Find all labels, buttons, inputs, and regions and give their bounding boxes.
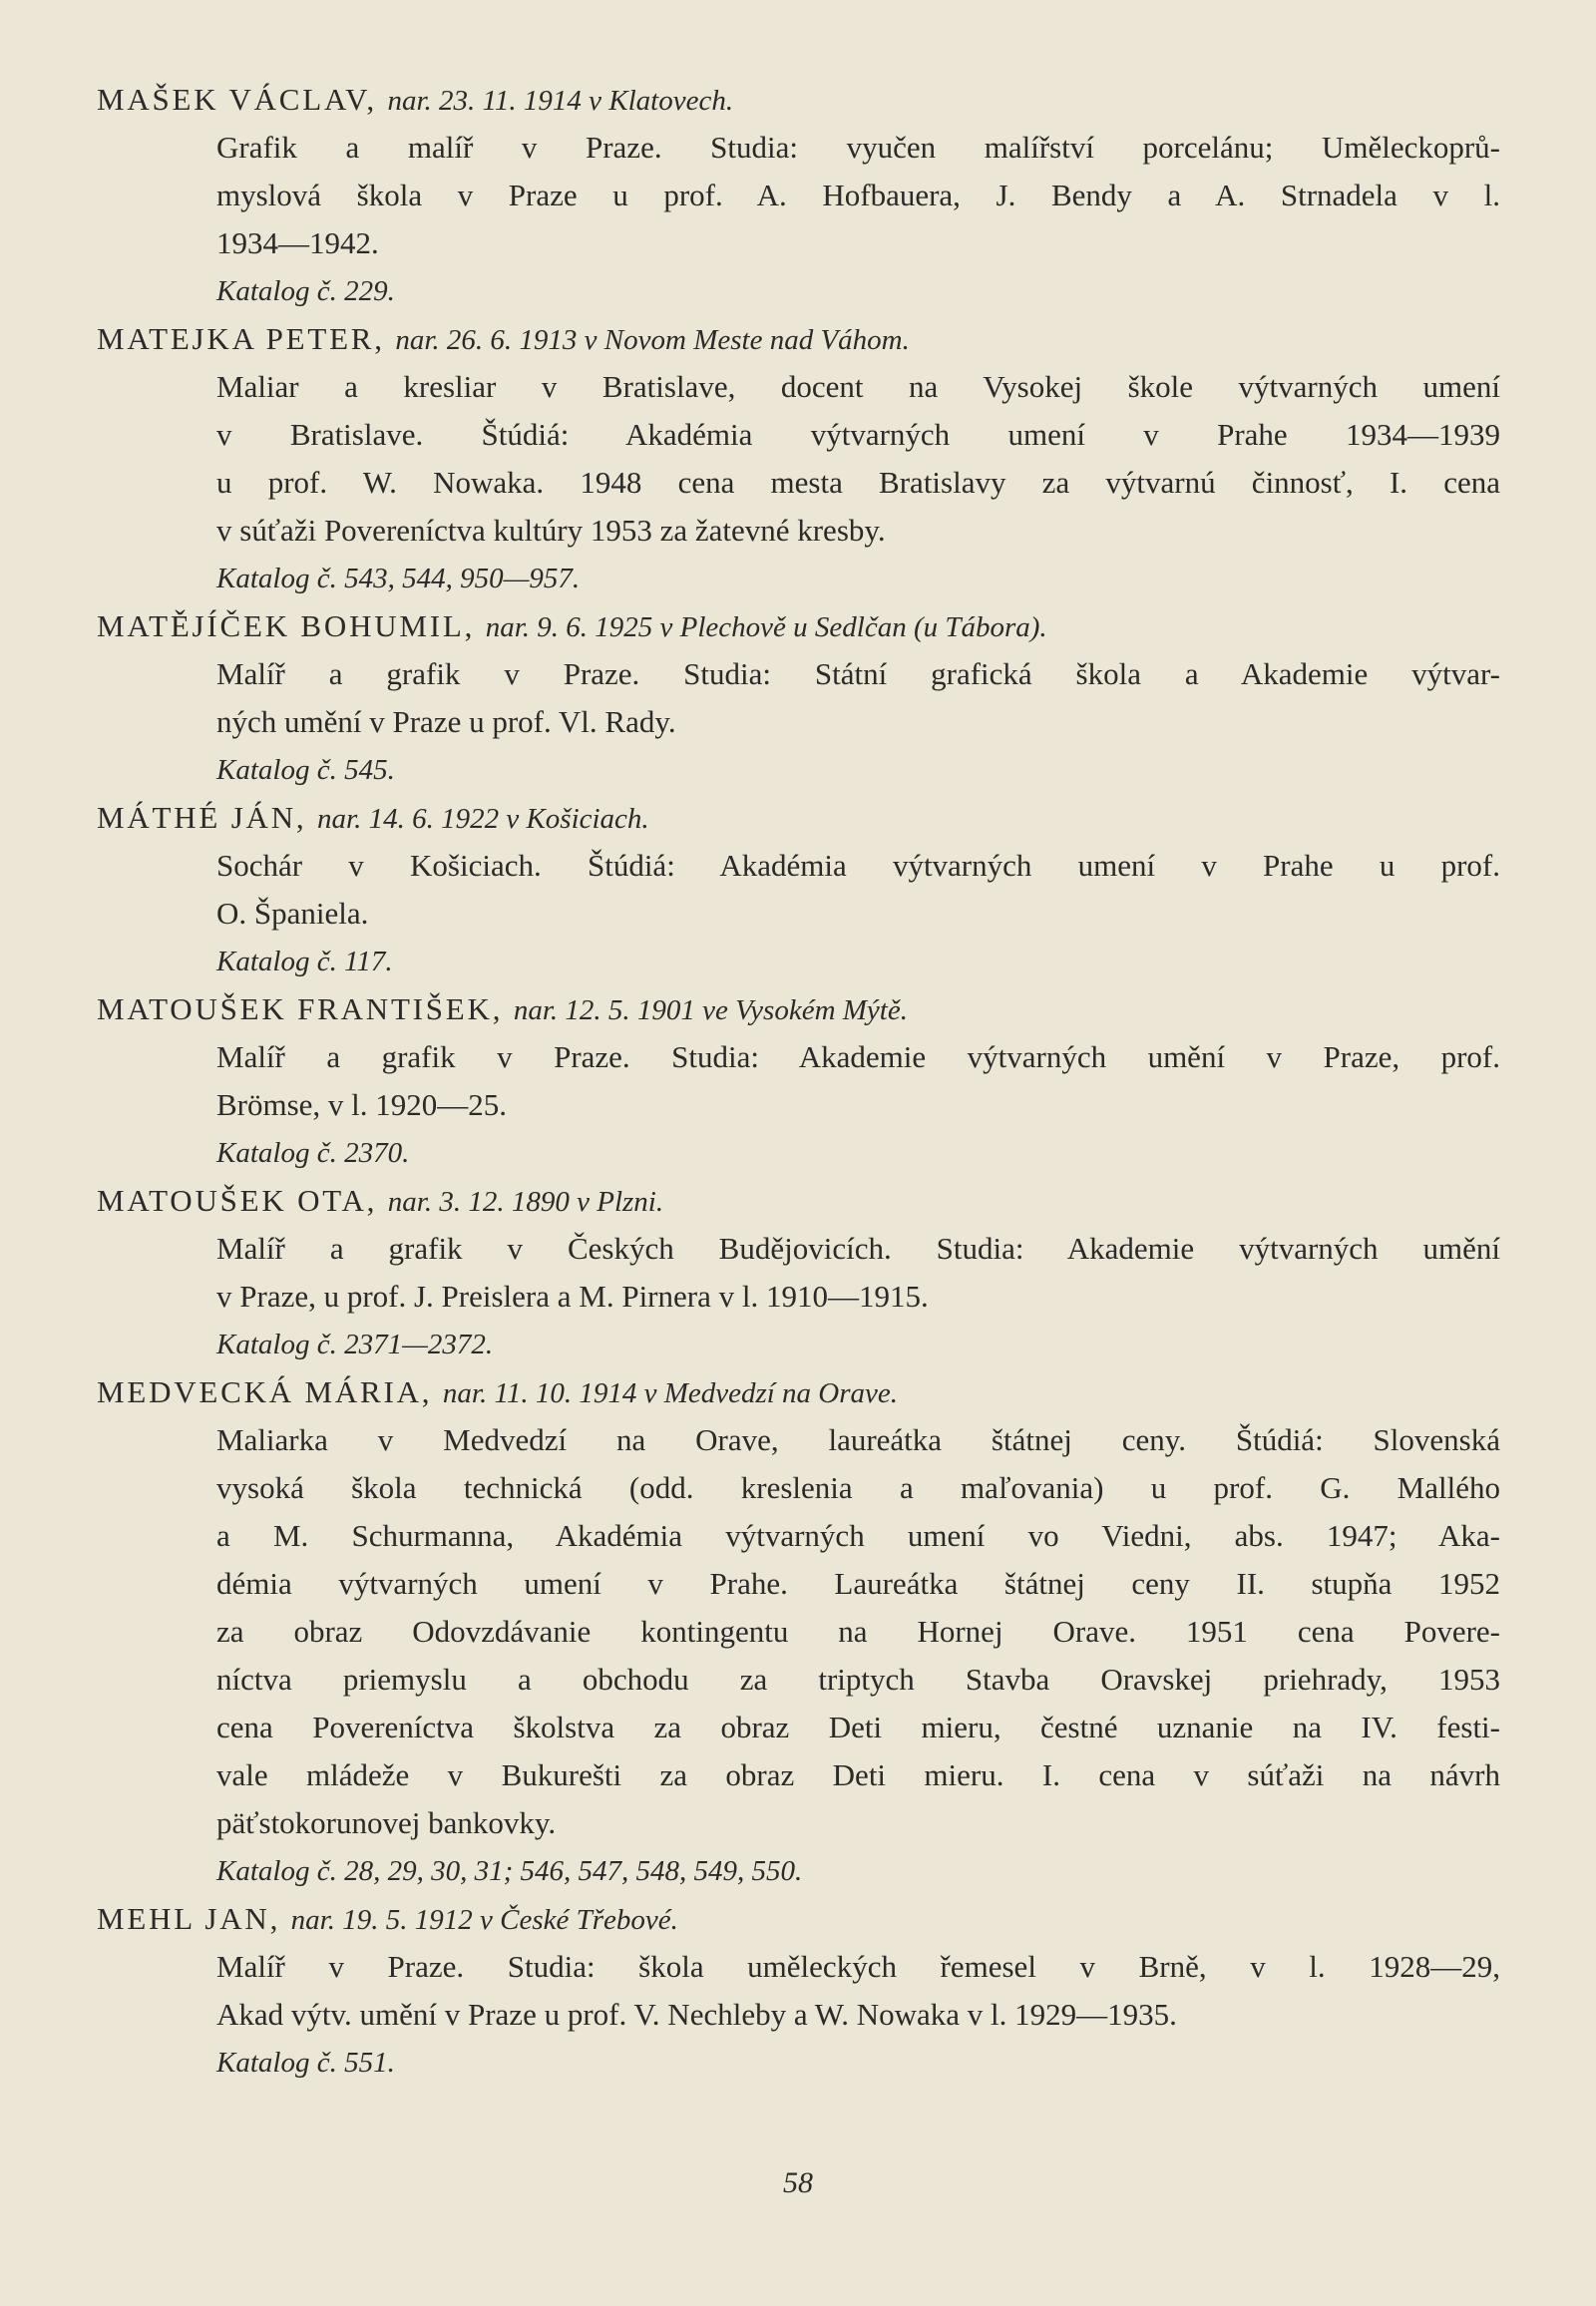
biography-line: Grafik a malíř v Praze. Studia: vyučen malířství porcelánu; Uměleckoprů-	[216, 130, 1500, 165]
biography-line: cena Povereníctva školstva za obraz Deti mieru, čestné uznanie na IV. festi-	[216, 1710, 1500, 1744]
artist-entry	[97, 76, 1500, 315]
catalog-reference: Katalog č. 543, 544, 950—957.	[216, 563, 581, 594]
biography-line: vale mládeže v Bukurešti za obraz Deti mieru. I. cena v súťaži na návrh	[216, 1757, 1500, 1792]
birth-info: nar. 19. 5. 1912 v České Třebové.	[290, 1904, 678, 1936]
artist-entry	[97, 1895, 1500, 2087]
artist-name: MEHL JAN,	[97, 1901, 281, 1936]
biography-line: Malíř v Praze. Studia: škola uměleckých řemesel v Brně, v l. 1928—29,	[216, 1949, 1500, 1984]
catalog-reference: Katalog č. 28, 29, 30, 31; 546, 547, 548, 549, 550.	[216, 1855, 803, 1887]
artist-name: MEDVECKÁ MÁRIA,	[97, 1374, 433, 1409]
artist-name: MATOUŠEK FRANTIŠEK,	[97, 991, 504, 1026]
biography-line: Maliarka v Medvedzí na Orave, laureátka štátnej ceny. Štúdiá: Slovenská	[216, 1422, 1500, 1457]
birth-info: nar. 3. 12. 1890 v Plzni.	[387, 1186, 664, 1218]
artist-name: MATĚJÍČEK BOHUMIL,	[97, 608, 476, 643]
birth-info: nar. 11. 10. 1914 v Medvedzí na Orave.	[442, 1377, 899, 1409]
artist-entry	[97, 1177, 1500, 1368]
artist-entry	[97, 315, 1500, 602]
catalog-reference: Katalog č. 2371—2372.	[216, 1329, 494, 1360]
biography-line: ných umění v Praze u prof. Vl. Rady.	[216, 704, 676, 739]
artist-name: MÁTHÉ JÁN,	[97, 800, 307, 835]
biography-list	[97, 76, 1500, 2087]
artist-heading	[97, 1895, 1500, 1943]
biography-line: Maliar a kresliar v Bratislave, docent na Vysokej škole výtvarných umení	[216, 369, 1500, 404]
biography-line: v Bratislave. Štúdiá: Akadémia výtvarných umení v Prahe 1934—1939	[216, 417, 1500, 452]
biography-line: u prof. W. Nowaka. 1948 cena mesta Bratislavy za výtvarnú činnosť, I. cena	[216, 465, 1500, 500]
birth-info: nar. 14. 6. 1922 v Košiciach.	[317, 803, 649, 835]
biography-line: Malíř a grafik v Českých Budějovicích. Studia: Akademie výtvarných umění	[216, 1231, 1500, 1266]
biography-line: 1934—1942.	[216, 225, 379, 260]
artist-entry	[97, 1368, 1500, 1895]
biography-line: níctva priemyslu a obchodu za triptych Stavba Oravskej priehrady, 1953	[216, 1662, 1500, 1697]
catalog-reference: Katalog č. 117.	[216, 946, 393, 977]
catalog-reference: Katalog č. 2370.	[216, 1137, 410, 1169]
biography-line: Sochár v Košiciach. Štúdiá: Akadémia výtvarných umení v Prahe u prof.	[216, 848, 1500, 883]
artist-heading	[97, 1368, 1500, 1416]
catalog-reference: Katalog č. 551.	[216, 2047, 395, 2079]
artist-entry	[97, 985, 1500, 1177]
biography-line: myslová škola v Praze u prof. A. Hofbauera, J. Bendy a A. Strnadela v l.	[216, 178, 1500, 212]
artist-name: MATEJKA PETER,	[97, 321, 385, 356]
biography-line: v súťaži Povereníctva kultúry 1953 za žatevné kresby.	[216, 513, 886, 548]
biography-line: Malíř a grafik v Praze. Studia: Akademie výtvarných umění v Praze, prof.	[216, 1039, 1500, 1074]
artist-heading	[97, 602, 1500, 650]
biography-line: a M. Schurmanna, Akadémia výtvarných umení vo Viedni, abs. 1947; Aka-	[216, 1518, 1500, 1553]
artist-heading	[97, 985, 1500, 1033]
artist-heading	[97, 794, 1500, 842]
artist-heading	[97, 315, 1500, 363]
biography-line: za obraz Odovzdávanie kontingentu na Hornej Orave. 1951 cena Povere-	[216, 1614, 1500, 1649]
biography-line: Brömse, v l. 1920—25.	[216, 1087, 508, 1122]
biography-line: démia výtvarných umení v Prahe. Laureátka štátnej ceny II. stupňa 1952	[216, 1566, 1500, 1601]
page-number: 58	[783, 2166, 813, 2199]
catalog-reference: Katalog č. 229.	[216, 275, 395, 307]
biography-line: päťstokorunovej bankovky.	[216, 1805, 557, 1840]
birth-info: nar. 12. 5. 1901 ve Vysokém Mýtě.	[513, 994, 908, 1026]
artist-name: MAŠEK VÁCLAV,	[97, 82, 377, 117]
biography-line: v Praze, u prof. J. Preislera a M. Pirnera v l. 1910—1915.	[216, 1279, 929, 1314]
biography-line: O. Španiela.	[216, 896, 369, 931]
biography-line: Malíř a grafik v Praze. Studia: Státní grafická škola a Akademie výtvar-	[216, 656, 1500, 691]
catalog-reference: Katalog č. 545.	[216, 754, 395, 786]
birth-info: nar. 9. 6. 1925 v Plechově u Sedlčan (u Tábora).	[485, 611, 1047, 643]
artist-entry	[97, 602, 1500, 794]
artist-entry	[97, 794, 1500, 985]
biography-line: Akad výtv. umění v Praze u prof. V. Nechleby a W. Nowaka v l. 1929—1935.	[216, 1997, 1177, 2032]
birth-info: nar. 26. 6. 1913 v Novom Meste nad Váhom.	[395, 324, 910, 356]
biography-line: vysoká škola technická (odd. kreslenia a maľovania) u prof. G. Mallého	[216, 1470, 1500, 1505]
birth-info: nar. 23. 11. 1914 v Klatovech.	[387, 85, 734, 117]
artist-name: MATOUŠEK OTA,	[97, 1183, 378, 1218]
artist-heading	[97, 76, 1500, 124]
artist-heading	[97, 1177, 1500, 1225]
